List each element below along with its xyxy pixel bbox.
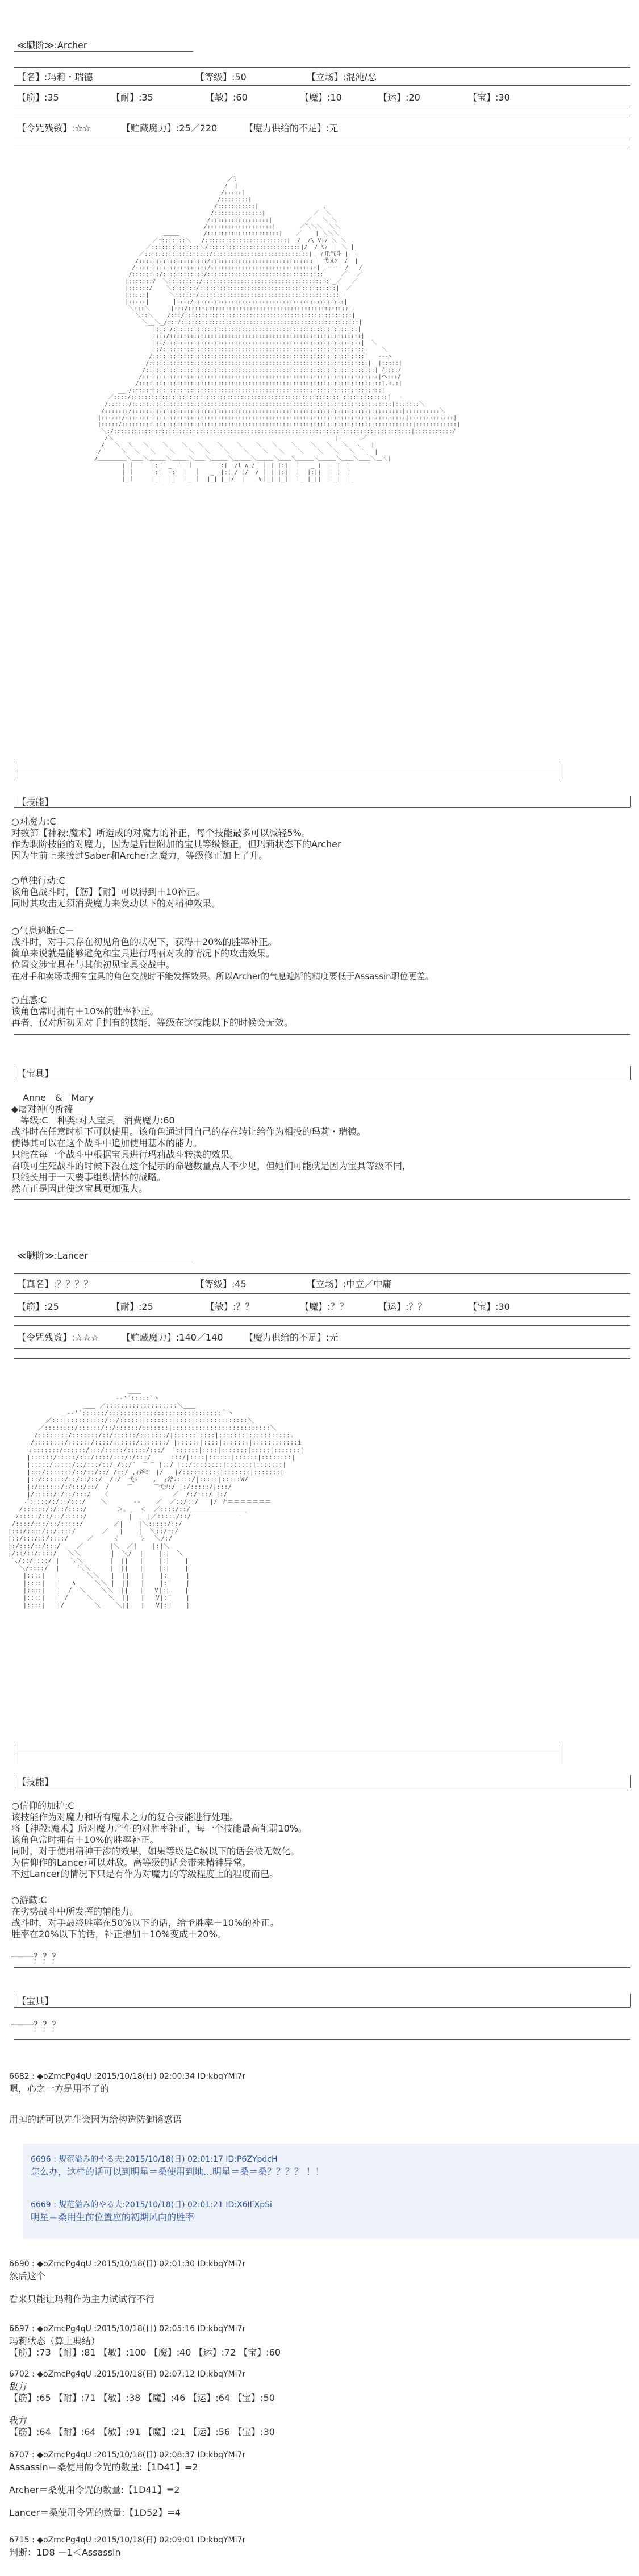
lancer-stat-agi: 【敏】:？？ bbox=[206, 1301, 254, 1312]
archer-np-line: ◆屠对神的祈祷 bbox=[11, 1104, 73, 1114]
lancer-skill-line: ○信仰的加护:C bbox=[11, 1800, 74, 1811]
archer-skill-line: 简单来说就是能够避免和宝具进行玛丽对攻的情况下的攻击效果。 bbox=[11, 948, 275, 959]
lancer-skill-line: 在劣势战斗中所发挥的辅能力。 bbox=[11, 1906, 139, 1917]
post-header: 6707 : ◆oZmcPg4qU :2015/10/18(日) 02:08:37 ID:kbqYMi7r bbox=[9, 2450, 246, 2460]
post-body-line: Lancer＝桑使用令咒的数量:【1D52】=4 bbox=[9, 2507, 181, 2518]
post-header: 6690 : ◆oZmcPg4qU :2015/10/18(日) 02:01:30 ID:kbqYMi7r bbox=[9, 2259, 246, 2269]
archer-skill-line: 再者，仅对所初见对手拥有的技能，等级在这技能以下的时候会无效。 bbox=[11, 1017, 294, 1028]
post-body-line: 判断：1D8 －1＜Assassin bbox=[9, 2547, 121, 2558]
post-body-line: 明星＝桑用生前位置应的初期风向的胜率 bbox=[31, 2212, 195, 2223]
archer-command-seals: 【令咒残数】:☆☆ bbox=[17, 123, 91, 134]
lancer-skill-line: 胜率在20%以下的话，补正增加＋10%变成＋20%。 bbox=[11, 1929, 227, 1940]
lancer-ascii-art: ＿＿ ＿-‐'´:::::`丶 ＿＿ ／:::::::::::::::::::＼＿＿ ＿-‐'´::::::/::::::::::::::::::::::::::::::｀丶 ／::::::::::::::/::/::::::::::::::::::::::::::::::::::＼ ／::::::::/::::::/::/::::::/:::::::|::::::::::::::::::::::::::＼ /::::::::/:::::::/::/::::::/:::::::/|::::::|::::|:::::::|:::::::::::. /::::::::/::::::/::::/::::::/:::::::/ |::::::|::::|:::::::|::::::::::::i ｉ:::::::/::::::/:::/:::::/:::::/:::/ |::::::|::::|:::::::|:::::|:::::::| |::::::/:::::/:::/::::/:::/:/:::/＿＿ |:::/|::::|::::::|::::::|::::::::| |:::::/:::::/::/:::/::/ /::/´ ‾ ‾ |::/ |::/::::::::|:::::::|:::::::| |:::/:::::::/::/::/::/ /::/ ,ｨ斧ﾐ |/ |/::::::::::|:::::::|:::::::| |::/::::::/::/::/::/ /:/ 弋ﾂ , ｨ斧ﾐ::::/|:::::|:::::W/ |:/::::::/:/:::/::/ / ‾ ‾弋ﾂ:/ |:/:::::/|:::/ |/:::::/:/::/:::/ 〈 ／ /:/:::/ |:/ ／:::::/:/::/:::/ ＼ ‐- ／ ／::/::/ |/ ナ＝＝＝＝＝＝＝ /::::::/:/::/::::/ ＞｡ ＿ ＜ ／::::/::/＿＿＿＿＿＿＿＿＿ /:::::/::/::/:::::/ | |／:::::/::/ ‾‾‾‾‾‾‾‾‾‾‾‾ /::::/:::/::/:::::/ ／| |＼:::::/::/ |:::/::::/::/::::/ ／ | | ＼::/::/ |::/:::/::/::::/ ／ 〈 〉 ＼/:/ |:/:::/::/:::/ ＿＿／ |＼ ／| |:|＼ |/::/::/::::/| ＼＼ | ＼/ | |:| ＼ ＼/::/::::/ | ＼＼ | || | |:| | ＼/::::/ | ＼＼ | || | |:| | |::::| | ＼＼ | || | |:| | |::::| | ∧ ＼＼ | || | |:| | |::::| | / ＼ ＼＼ || | V|:| | |::::| | / ＼ ＼ || | V|:| | |::::| |/ ＼ ＼|| | V|:| | bbox=[8, 1387, 304, 1609]
post-body-line: 【筋】:64 【耐】:64 【敏】:91 【魔】:21 【运】:56 【宝】:30 bbox=[9, 2427, 275, 2437]
archer-level: 【等级】:50 bbox=[195, 72, 247, 82]
post-body-line: 用掉的话可以先生会因为给构造防御诱惑语 bbox=[9, 2114, 182, 2125]
archer-np-heading: 【宝具】 bbox=[17, 1068, 54, 1079]
lancer-stored-mana: 【贮藏魔力】:140／140 bbox=[122, 1332, 223, 1343]
archer-skill-line: 该角色常时拥有＋10%的胜率补正。 bbox=[11, 1006, 159, 1017]
lancer-stat-str: 【筋】:25 bbox=[17, 1301, 59, 1312]
archer-stat-mag: 【魔】:10 bbox=[300, 92, 342, 103]
archer-np-line: 使得其可以在这个战斗中追加使用基本的能力。 bbox=[11, 1138, 203, 1148]
post-body-line: 【筋】:73 【耐】:81 【敏】:100 【魔】:40 【运】:72 【宝】:60 bbox=[9, 2347, 281, 2358]
lancer-skill-line: 战斗时，对手最终胜率在50%以下的话，给予胜率＋10%的补正。 bbox=[11, 1917, 279, 1928]
archer-alignment: 【立场】:混沌/恶 bbox=[307, 72, 377, 82]
archer-np-line: 战斗时在任意时机下可以使用。该角色通过同自己的存在转让给作为相投的玛莉・瑞德。 bbox=[11, 1126, 366, 1137]
lancer-skill-line: ────？？？ bbox=[11, 1951, 61, 1962]
lancer-skill-line: 将【神殺:魔术】所对魔力产生的对胜率补正，每一个技能最高削弱10%。 bbox=[11, 1823, 307, 1834]
archer-name: 【名】:玛莉・瑞德 bbox=[17, 72, 93, 82]
post-header: 6697 : ◆oZmcPg4qU :2015/10/18(日) 02:05:16 ID:kbqYMi7r bbox=[9, 2324, 246, 2333]
lancer-stat-mag: 【魔】:？？ bbox=[300, 1301, 349, 1312]
post-header: 6682 : ◆oZmcPg4qU :2015/10/18(日) 02:00:34 ID:kbqYMi7r bbox=[9, 2072, 246, 2081]
archer-ascii-art: ／l / | /:::::| /::::::::| /:::::::::::| ､ /::::::::::::::| ／ ＼ /:::::::::::::::::| ／ ＼ ＼ /:::::::::::::::::::| ／＼＼＼ ＼＼ ＿＿＿ /:::::::::::::::::::::| ／ | ＼＼＼ ／::::::::＼ /::::::::::::::::::::::::| / /\ V|/ ＼ ＼ ／::::::::::::::＼/:::::::::::::::::::::::::::|/ / \/ | ＼ | ／:::::::::::::::::::/::::::::::::::::::::::::::::| ィ爪气斗 | | /::::::::::::::::::::/::::::::::::::::::::::::::::::| 弋乂ｿ / | /:::::::::::::::::::::/:::::::::::::::::::::::::::::::| ＝＝ / / /::::::::/::::::::::::/::::::::::::::::::::::::::::::::::| ／ ／ |:::::::/ ＼:::::::::/:::::::::::::::::::::::::::::::::::::|_／ ／ |::::::/ ＼:::::::/::::::::::::::::::::::::::::::::::::::::| ／ |:::::| ＼::::::/:::::::::::::::::::::::::::::::::::::::::| |:::::| |::::/::::::::::::::::::::::::::::::::::::::::::::| ＼:::＼ |:::/:::::::::::::::::::::::::::::::::::::::::::::::| ＼::＼ /:::/:::::::::::::::::::::::::::::::::::::::::::::::::| ＼__＼_/:::/::::::::::::::::::::::::::::::::::::::::::::::::::::| |::::/::::::::::::::::::::::::::::::::::::::::::::::::::::::| |:::/::::::::::::::::::::::::::::::::::::::::::::::::::::::::| |::/:::::::::::::::::::::::::::::::::::::::::::::::::::::::::| ＼ |:/:::::::::::::::::::::::::::::::::::::::::::::::::::::::::::| ＼ /::::::::::::::::::::::::::::::::::::::::::::::::::::::::::::::| -‐-ﾍ /::::::::::::::::::::::::::::::::::::::::::::::::::::::::::::::::| |:::::| /:::::::::::::::::::::::::::::::::::::::::::::::::::::::::::::::::::| ﾉ::::ﾉ /:::::::::::::::::::::::::::::::::::::::::::::::::::::::::::::::::::::|ヘ:::/ /:::::::::::::::::::::::::::::::::::::::::::::::::::::::::::::::::::::::|.:.:| __ /:::::::::::::::::::::::::::::::::::::::::::::::::::::::::::::::::::::::::| ／::::/:::::::::::::::::::::::::::::::::::::::::::::::::::::::::::::::::::::::::::|＿＿ /::::::/::::::::::::::::::::::::::::::::::::::::::::::::::::::::::::::::::::::::::::|:::::::＼ /:::::::/:::::::::::::::::::::::::::::::::::::::::::::::::::::::::::::::::::::::::::::::|::::::::::＼ |::::::/::::::::::::::::::::::::::::::::::::::::::::::::::::::::::::::::::::::::::::::::::|:::::::::::::| |:::::/:::::::::::::::::::::::::::::::::::::::::::::::::::::::::::::::::::::::::::::::::::::|::::::::::::| ＼:/:::::::::::::::::::::::::::::::::::::::::::::::::::::::::::::::::::::::::::::::::::::::|:::::::::::/ /＼＿＿＿＿＿＿＿＿＿＿＿＿＿＿＿＿＿＿＿＿＿＿＿＿＿＿＿＿＿＿＿＿＿＿＿＿＿＿＿|＿＿＿＿／ / ＼ ＼ ＼ ＼ ＼ ＼ ＼ ＼ ＼ ＼ ＼ ＼ ＼ ＼ ＼ | / ＼ ＼ ＼ ＼ ＼ ＼ ＼ ＼ ＼ ＼ ＼ ＼ ＼ ＼ ＼ | /＿＿＿＿＿＼＿＿＼＿＿＿＼＿＿＿＼＿＿＼＿＿＿＼＿＿＿＼＿＿＿＼＿＿＼＿＿＿＼＿＿＿＼＿＿＼＿＿＼＿＼| | ｜ |:| _ ｜ ｜ |:| /l ∧ / ｜ | |:| ｜ _ | ｜ | | | ｜ |:| |:| ｜ ｜ _ |:| / |/ ∨ ｜ | |:| ｜ |:|| ｜ | | |_｜ |_| |_| ｜_ ｜ |_| |_|/ | ∨｜_| |_| ｜_ |_|| ｜_| |_ bbox=[94, 176, 461, 482]
lancer-class-label: ≪職阶≫:Lancer bbox=[17, 1250, 88, 1261]
post-body-line: Archer＝桑使用令咒的数量:【1D41】=2 bbox=[9, 2485, 180, 2495]
lancer-stat-end: 【耐】:25 bbox=[111, 1301, 153, 1312]
archer-skill-line: ○气息遮断:C－ bbox=[11, 925, 74, 936]
lancer-command-seals: 【令咒残数】:☆☆☆ bbox=[17, 1332, 99, 1343]
post-header: 6669 : 规范溢み的やる夫:2015/10/18(日) 02:01:21 ID:X6IFXpSi bbox=[31, 2200, 272, 2209]
post-body-line: 【筋】:65 【耐】:71 【敏】:38 【魔】:46 【运】:64 【宝】:50 bbox=[9, 2392, 275, 2403]
archer-skill-line: 同时其攻击无须消费魔力来发动以下的对精神效果。 bbox=[11, 898, 221, 909]
archer-stat-str: 【筋】:35 bbox=[17, 92, 59, 103]
lancer-np-line: ────？？？ bbox=[11, 2020, 61, 2030]
archer-skill-line: 位置交涉宝具在与其他初见宝具交战中。 bbox=[11, 959, 176, 970]
lancer-np-heading: 【宝具】 bbox=[17, 1996, 54, 2007]
archer-skill-line: 对数節【神殺:魔术】所造成的对魔力的补正，每个技能最多可以减轻5%。 bbox=[11, 827, 311, 838]
archer-stat-agi: 【敏】:60 bbox=[206, 92, 248, 103]
post-body-line: 嗯，心之一方是用不了的 bbox=[9, 2083, 110, 2094]
archer-skill-line: ○直感:C bbox=[11, 994, 47, 1005]
archer-skill-line: ○单独行动:C bbox=[11, 875, 65, 886]
post-body-line: 敌方 bbox=[9, 2381, 28, 2392]
archer-skill-line: 战斗时，对手只存在初见角色的状况下，获得＋20%的胜率补正。 bbox=[11, 937, 277, 947]
archer-np-line: 只能在每一个战斗中根据宝具进行玛莉战斗转换的效果。 bbox=[11, 1149, 239, 1160]
archer-skill-line: 在对手和卖场或拥有宝具的角色交战时不能发挥效果。所以Archer的气息遮断的精度要低于Assassin职位更差。 bbox=[11, 971, 434, 981]
post-header: 6702 : ◆oZmcPg4qU :2015/10/18(日) 02:07:12 ID:kbqYMi7r bbox=[9, 2370, 246, 2379]
archer-skill-line: 该角色战斗时，【筋】【耐】可以得到＋10补正。 bbox=[11, 887, 205, 897]
archer-skills-heading: 【技能】 bbox=[17, 797, 54, 808]
archer-np-line: 召唤可生死战斗的时候下没在这个提示的命题数量点人不少见，但她们可能就是因为宝具等级不同， bbox=[11, 1160, 412, 1171]
archer-mana-shortage: 【魔力供给的不足】:无 bbox=[244, 123, 339, 134]
post-body-line: Assassin＝桑使用的令咒的数量:【1D41】=2 bbox=[9, 2462, 198, 2473]
archer-skill-line: ○对魔力:C bbox=[11, 816, 56, 827]
post-body-line: 怎么办，这样的话可以到明星＝桑使用到地…明星＝桑＝桑？？？？ ！！ bbox=[31, 2166, 325, 2177]
post-body-line: 然后这个 bbox=[9, 2271, 46, 2282]
archer-skill-line: 因为生前上来接过Saber和Archer之魔力，等级修正加上了升。 bbox=[11, 850, 268, 861]
lancer-name: 【真名】:？？？？ bbox=[17, 1279, 93, 1289]
archer-skill-line: 作为职阶技能的对魔力，因为是后世附加的宝具等级修正，但玛莉状态下的Archer bbox=[11, 839, 341, 850]
archer-stat-luk: 【运】:20 bbox=[378, 92, 420, 103]
archer-class-label: ≪職阶≫:Archer bbox=[17, 40, 87, 51]
lancer-alignment: 【立场】:中立／中庸 bbox=[307, 1279, 392, 1289]
lancer-skills-heading: 【技能】 bbox=[17, 1776, 54, 1787]
post-header: 6715 : ◆oZmcPg4qU :2015/10/18(日) 02:09:01 ID:kbqYMi7r bbox=[9, 2536, 246, 2545]
archer-np-line: 只能长用于一天要事组织情体的战略。 bbox=[11, 1172, 166, 1183]
post-body-line: 玛莉状态（算上典结） bbox=[9, 2336, 101, 2346]
lancer-skill-line: 为信仰作的Lancer可以对敌。高等级的话会带来精神异常。 bbox=[11, 1857, 252, 1868]
post-body-line: 看来只能让玛莉作为主力试试行不行 bbox=[9, 2294, 155, 2304]
archer-np-line: Anne & Mary bbox=[23, 1092, 94, 1103]
lancer-mana-shortage: 【魔力供给的不足】:无 bbox=[244, 1332, 339, 1343]
lancer-stat-np: 【宝】:30 bbox=[468, 1301, 510, 1312]
archer-stored-mana: 【贮藏魔力】:25／220 bbox=[122, 123, 218, 134]
lancer-skill-line: 不过Lancer的情况下只是有作为对魔力的等级程度上的程度而已。 bbox=[11, 1868, 279, 1879]
lancer-skill-line: 该技能作为对魔力和所有魔术之力的复合技能进行处理。 bbox=[11, 1812, 239, 1822]
post-header: 6696 : 规范溢み的やる夫:2015/10/18(日) 02:01:17 ID:P6ZYpdcH bbox=[31, 2155, 278, 2164]
lancer-level: 【等级】:45 bbox=[195, 1279, 247, 1289]
lancer-stat-luk: 【运】:？？ bbox=[378, 1301, 427, 1312]
archer-np-line: 然而正是因此使这宝具更加强大。 bbox=[11, 1183, 148, 1194]
archer-stat-np: 【宝】:30 bbox=[468, 92, 510, 103]
archer-stat-end: 【耐】:35 bbox=[111, 92, 153, 103]
post-body-line: 我方 bbox=[9, 2415, 28, 2426]
lancer-skill-line: 同时，对于使用精神干涉的效果，如果等级是C级以下的话会被无效化。 bbox=[11, 1846, 300, 1857]
lancer-skill-line: 该角色常时拥有＋10%的胜率补正。 bbox=[11, 1834, 159, 1845]
lancer-skill-line: ○游藏:C bbox=[11, 1895, 47, 1905]
archer-np-line: 等级:C 种类:对人宝具 消费魔力:60 bbox=[11, 1115, 175, 1126]
